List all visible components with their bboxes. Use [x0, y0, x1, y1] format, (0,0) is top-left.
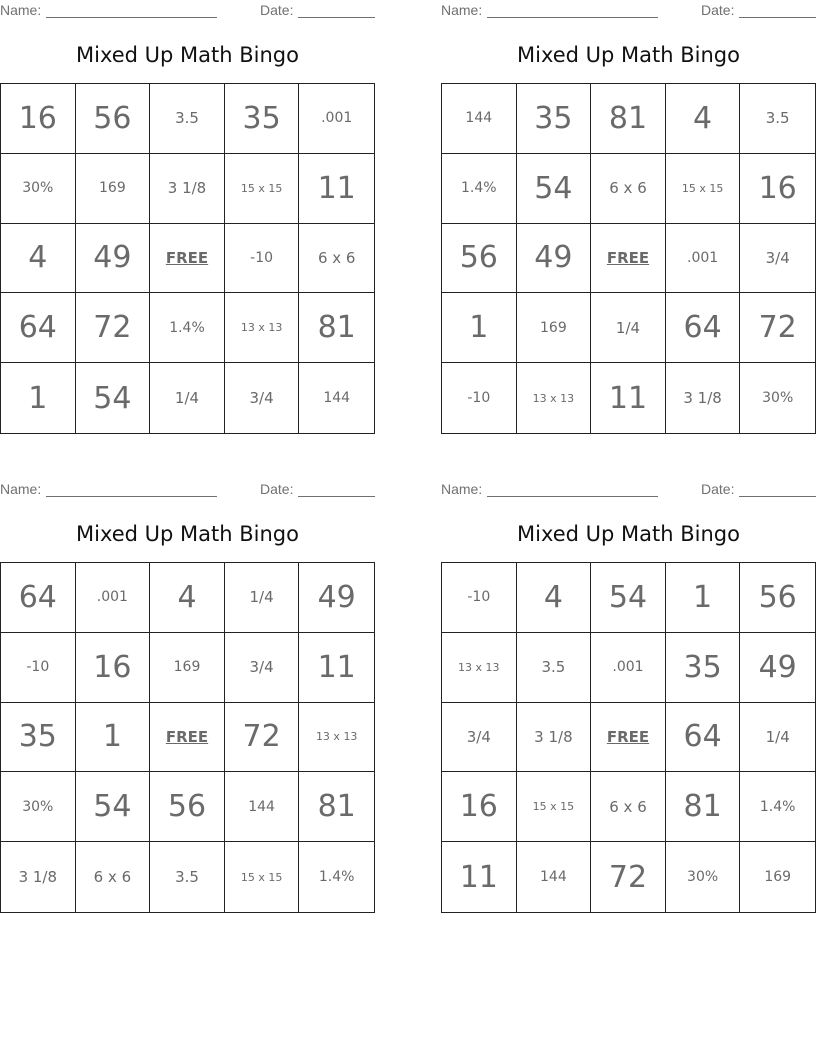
bingo-cell: 4: [150, 563, 225, 633]
bingo-cell: 4: [666, 84, 741, 154]
bingo-cell: 144: [225, 772, 300, 842]
bingo-cell: 72: [591, 842, 666, 912]
bingo-cell: 11: [299, 154, 374, 224]
bingo-cell: -10: [442, 363, 517, 433]
bingo-cell: 169: [76, 154, 151, 224]
card-title: Mixed Up Math Bingo: [76, 43, 299, 67]
bingo-cell: .001: [591, 633, 666, 703]
bingo-cell: 30%: [762, 390, 794, 407]
bingo-cell: 56: [442, 224, 517, 294]
bingo-cell: 6 x 6: [299, 224, 374, 294]
card-title: Mixed Up Math Bingo: [76, 522, 299, 546]
bingo-cell: 3/4: [740, 224, 815, 294]
bingo-cell: 56: [76, 84, 151, 154]
date-blank-line: [739, 17, 816, 18]
bingo-cell: 1: [442, 293, 517, 363]
bingo-cell: .001: [299, 84, 374, 154]
bingo-cell: 13 x 13: [299, 703, 374, 773]
bingo-cell: 35: [666, 633, 741, 703]
bingo-cell: 3/4: [225, 363, 300, 433]
bingo-cell: 72: [225, 703, 300, 773]
bingo-card: [441, 0, 816, 434]
bingo-cell: .001: [76, 563, 151, 633]
date-label: Date:: [260, 481, 294, 497]
bingo-cell: 35: [225, 84, 300, 154]
bingo-cell: 1.4%: [318, 869, 355, 886]
name-label: Name:: [441, 2, 483, 18]
bingo-cell: 54: [76, 363, 151, 433]
bingo-cell: 64: [1, 563, 76, 633]
bingo-cell: 11: [442, 842, 517, 912]
bingo-cell: 11: [299, 633, 374, 703]
bingo-cell: .001: [666, 224, 741, 294]
bingo-cell: 4: [517, 563, 592, 633]
bingo-cell: 64: [1, 293, 76, 363]
bingo-cell: 1.4%: [442, 154, 517, 224]
bingo-cell: 35: [1, 703, 76, 773]
bingo-cell: 1.4%: [740, 772, 815, 842]
bingo-cell: 15 x 15: [666, 154, 741, 224]
bingo-cell: 56: [150, 772, 225, 842]
bingo-cell: 16: [76, 633, 151, 703]
bingo-cell: 49: [517, 224, 592, 294]
name-date-line: [0, 481, 375, 499]
bingo-cell: 54: [517, 154, 592, 224]
bingo-cell: 30%: [1, 772, 76, 842]
date-blank-line: [739, 496, 816, 497]
bingo-cell: -10: [442, 563, 517, 633]
bingo-cell: 3/4: [225, 633, 300, 703]
bingo-cell: 11: [591, 363, 666, 433]
bingo-grid: [441, 83, 816, 434]
bingo-cell: 3 1/8: [666, 363, 741, 433]
bingo-cell: -10: [225, 224, 300, 294]
bingo-cell: 56: [740, 563, 815, 633]
bingo-cell: 64: [666, 703, 741, 773]
bingo-cell: 3 1/8: [517, 703, 592, 773]
bingo-cell: 54: [76, 772, 151, 842]
bingo-cell: 16: [1, 84, 76, 154]
free-space-cell: FREE: [150, 703, 225, 773]
bingo-cell: 81: [591, 84, 666, 154]
bingo-cell: 16: [740, 154, 815, 224]
bingo-cell: 3 1/8: [1, 842, 76, 912]
bingo-cell: 54: [591, 563, 666, 633]
bingo-cell: 15 x 15: [517, 772, 592, 842]
bingo-cell: 3.5: [517, 633, 592, 703]
card-title: Mixed Up Math Bingo: [517, 522, 740, 546]
free-space-cell: FREE: [591, 224, 666, 294]
name-blank-line: [46, 496, 217, 497]
name-date-line: [441, 481, 816, 499]
bingo-cell: 1: [666, 563, 741, 633]
name-blank-line: [46, 17, 217, 18]
bingo-cell: 30%: [1, 154, 76, 224]
bingo-cell: 49: [299, 563, 374, 633]
bingo-cell: 64: [666, 293, 741, 363]
bingo-cell: 81: [666, 772, 741, 842]
date-label: Date:: [701, 2, 735, 18]
bingo-cell: 72: [76, 293, 151, 363]
bingo-grid: [441, 562, 816, 913]
bingo-cell: 4: [1, 224, 76, 294]
bingo-cell: 15 x 15: [225, 154, 300, 224]
bingo-cell: 169: [517, 293, 592, 363]
bingo-cell: 144: [323, 390, 351, 407]
bingo-cell: 3.5: [150, 842, 225, 912]
bingo-cell: 3/4: [442, 703, 517, 773]
bingo-card: [0, 479, 375, 913]
bingo-cell: 1/4: [740, 703, 815, 773]
name-label: Name:: [0, 2, 42, 18]
bingo-cell: 49: [76, 224, 151, 294]
bingo-cell: 6 x 6: [591, 772, 666, 842]
bingo-cell: 16: [442, 772, 517, 842]
bingo-cell: 72: [740, 293, 815, 363]
date-label: Date:: [260, 2, 294, 18]
bingo-cell: 6 x 6: [76, 842, 151, 912]
bingo-cell: 1.4%: [150, 293, 225, 363]
bingo-cell: 15 x 15: [225, 842, 300, 912]
bingo-cell: 3.5: [150, 84, 225, 154]
bingo-cell: 1/4: [591, 293, 666, 363]
date-label: Date:: [701, 481, 735, 497]
name-label: Name:: [0, 481, 42, 497]
name-blank-line: [487, 17, 658, 18]
bingo-cell: 13 x 13: [442, 633, 517, 703]
bingo-card: [441, 479, 816, 913]
free-space-cell: FREE: [150, 224, 225, 294]
bingo-grid: [0, 83, 375, 434]
bingo-cell: 13 x 13: [517, 363, 592, 433]
bingo-cell: 1/4: [150, 363, 225, 433]
bingo-cell: 144: [517, 842, 592, 912]
card-title: Mixed Up Math Bingo: [517, 43, 740, 67]
name-label: Name:: [441, 481, 483, 497]
date-blank-line: [298, 496, 375, 497]
name-date-line: [441, 2, 816, 20]
bingo-cell: 81: [299, 293, 374, 363]
bingo-grid: [0, 562, 375, 913]
free-space-cell: FREE: [591, 703, 666, 773]
date-blank-line: [298, 17, 375, 18]
bingo-cell: 169: [764, 869, 792, 886]
bingo-cell: 1: [1, 363, 76, 433]
name-date-line: [0, 2, 375, 20]
bingo-card: [0, 0, 375, 434]
bingo-cell: 81: [299, 772, 374, 842]
bingo-cell: 6 x 6: [591, 154, 666, 224]
bingo-cell: 35: [517, 84, 592, 154]
bingo-cell: 3 1/8: [150, 154, 225, 224]
bingo-cell: -10: [1, 633, 76, 703]
bingo-cell: 30%: [666, 842, 741, 912]
bingo-cell: 49: [740, 633, 815, 703]
bingo-cell: 144: [442, 84, 517, 154]
bingo-cell: 3.5: [740, 84, 815, 154]
bingo-cell: 1: [76, 703, 151, 773]
bingo-cell: 169: [150, 633, 225, 703]
bingo-cell: 1/4: [225, 563, 300, 633]
bingo-cell: 13 x 13: [225, 293, 300, 363]
name-blank-line: [487, 496, 658, 497]
